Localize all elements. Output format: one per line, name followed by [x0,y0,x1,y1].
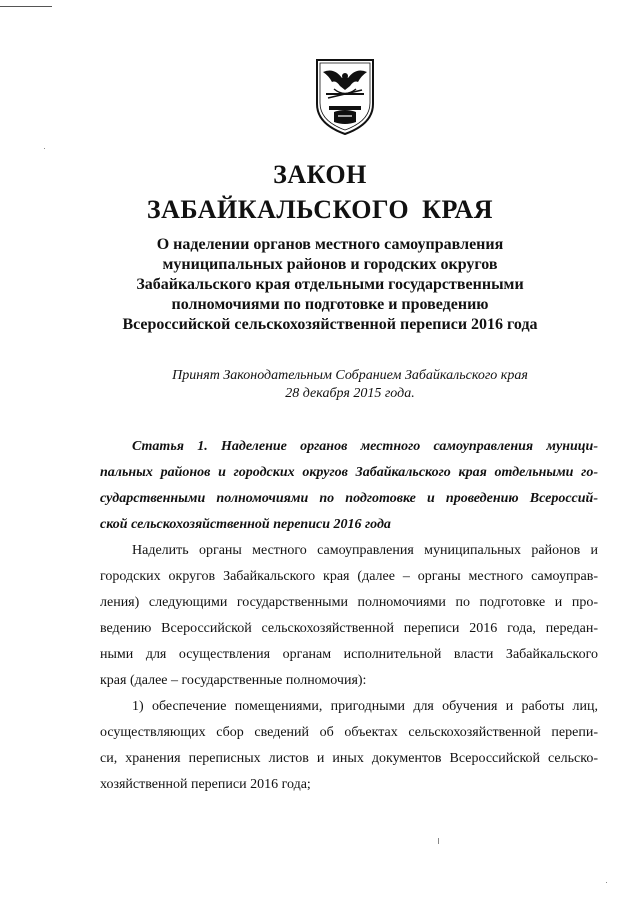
coat-of-arms-icon [314,58,376,136]
scan-speck [438,838,439,844]
paragraph-line: си, хранения переписных листов и иных документов Всероссийской сельско- [100,751,598,766]
article-heading-line: ской сельскохозяйственной переписи 2016 года [100,517,391,532]
article-heading-line: сударственными полномочиями по подготовке и проведению Всероссий- [100,491,598,506]
scan-speck [606,882,607,883]
adoption-date: 28 декабря 2015 года. [285,386,415,401]
subtitle-line: полномочиями по подготовке и проведению [171,296,489,313]
scan-speck [44,148,45,149]
paragraph-line: края (далее – государственные полномочия): [100,673,367,688]
paragraph-line: ведению Всероссийской сельскохозяйственной переписи 2016 года, передан- [100,621,598,636]
article-heading-line: пальных районов и городских округов Забайкальского края отдельными го- [100,465,598,480]
paragraph-line: городских округов Забайкальского края (далее – органы местного самоуправ- [100,569,598,584]
paragraph-line: хозяйственной переписи 2016 года; [100,777,311,792]
article-heading-line: Статья 1. Наделение органов местного самоуправления муници- [132,439,598,454]
subtitle-line: Забайкальского края отдельными государственными [136,276,524,293]
paragraph-line: Наделить органы местного самоуправления муниципальных районов и [132,543,598,558]
adoption-body: Принят Законодательным Собранием Забайкальского края [172,368,528,383]
article-paragraph [100,538,598,694]
paragraph-line: 1) обеспечение помещениями, пригодными для обучения и работы лиц, [132,699,598,714]
region-title: ЗАБАЙКАЛЬСКОГО КРАЯ [146,195,494,224]
adoption-note [80,367,620,403]
article-heading [100,434,598,538]
paragraph-line: осуществляющих сбор сведений об объектах сельскохозяйственной перепи- [100,725,598,740]
subtitle-line: муниципальных районов и городских округов [162,256,498,273]
subtitle-line: Всероссийской сельскохозяйственной переписи 2016 года [122,316,538,333]
subtitle-line: О наделении органов местного самоуправления [156,236,504,253]
law-title: ЗАКОН [273,160,367,189]
law-subtitle [80,235,580,335]
article-list-item [100,694,598,798]
paragraph-line: ными для осуществления органам исполнительной власти Забайкальского [100,647,598,662]
paragraph-line: ления) следующими государственными полномочиями по подготовке и про- [100,595,598,610]
scan-edge-line [0,6,52,7]
